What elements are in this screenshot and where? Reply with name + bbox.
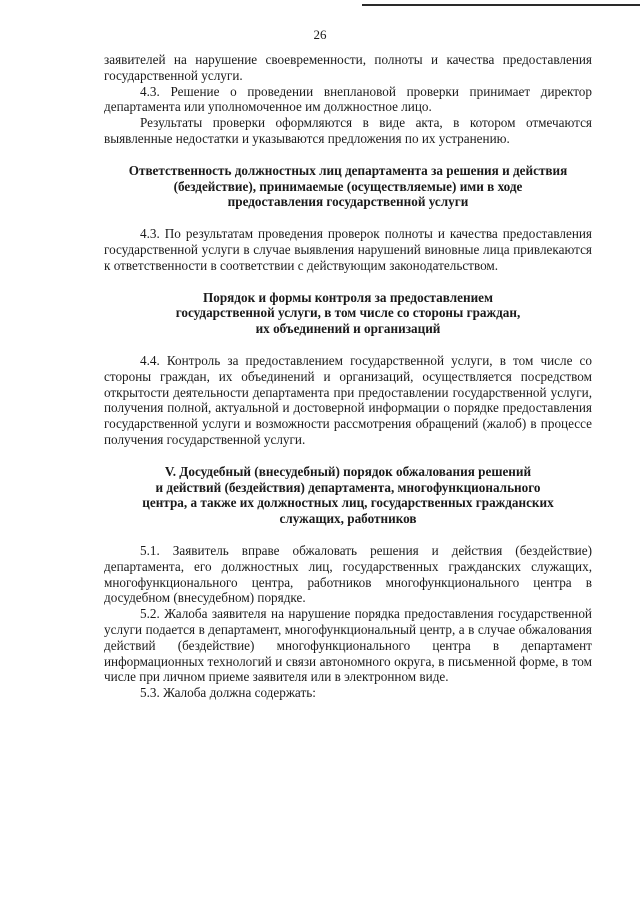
- document-body: [104, 52, 592, 701]
- paragraph: Результаты проверки оформляются в виде акта, в котором отмечаются выявленные недостатки и указываются предложения по их устранению.: [104, 115, 592, 146]
- paragraph: 5.3. Жалоба должна содержать:: [140, 685, 316, 701]
- section-heading: [104, 464, 592, 527]
- spacer: [104, 448, 592, 464]
- spacer: [104, 527, 592, 543]
- spacer: [104, 337, 592, 353]
- paragraph: 4.3. Решение о проведении внеплановой проверки принимает директор департамента или уполномоченное им должностное лицо.: [104, 83, 592, 115]
- section-heading-line: (бездействие), принимаемые (осуществляемые) ими в ходе: [173, 178, 523, 194]
- section-heading: [104, 290, 592, 337]
- spacer: [104, 210, 592, 226]
- section-heading-line: V. Досудебный (внесудебный) порядок обжалования решений: [164, 463, 532, 479]
- section-heading-line: и действий (бездействия) департамента, многофункционального: [155, 479, 541, 495]
- scan-edge-line: [362, 4, 640, 6]
- section-heading: [104, 163, 592, 210]
- paragraph: заявителей на нарушение своевременности, полноты и качества предоставления государственной услуги.: [104, 52, 592, 83]
- paragraph: 5.2. Жалоба заявителя на нарушение порядка предоставления государственной услуги подается в департамент, многофункциональный центр, а в случае обжалования действий (бездействие) многофункционального центра в департамент информационных технологий и связи автономного округа, в письменной форме, в том числе при личном приеме заявителя или в электронном виде.: [104, 606, 592, 685]
- section-heading-line: государственной услуги, в том числе со стороны граждан,: [175, 305, 521, 321]
- section-heading-line: Порядок и формы контроля за предоставлением: [202, 289, 494, 305]
- spacer: [104, 147, 592, 163]
- paragraph: 4.3. По результатам проведения проверок полноты и качества предоставления государственной услуги в случае выявления нарушений виновные лица привлекаются к ответственности в соответствии с действующим законодательством.: [104, 226, 592, 273]
- page-number: 26: [313, 27, 327, 42]
- section-heading-line: центра, а также их должностных лиц, государственных гражданских: [142, 495, 554, 511]
- paragraph: 4.4. Контроль за предоставлением государственной услуги, в том числе со стороны граждан, их объединений и организаций, осуществляется посредством открытости деятельности департамента при предоставлении государственной услуги, получения полной, актуальной и достоверной информации о порядке предоставления государственной услуги и возможности рассмотрения обращений (жалоб) в процессе получения государственной услуги.: [104, 352, 592, 447]
- section-heading-line: служащих, работников: [279, 511, 417, 527]
- section-heading-line: Ответственность должностных лиц департамента за решения и действия: [128, 162, 568, 178]
- paragraph: 5.1. Заявитель вправе обжаловать решения и действия (бездействие) департамента, его должностных лиц, государственных гражданских служащих, многофункционального центра, работников многофункционального центра в досудебном (внесудебном) порядке.: [104, 542, 592, 606]
- section-heading-line: предоставления государственной услуги: [227, 194, 469, 210]
- spacer: [104, 274, 592, 290]
- section-heading-line: их объединений и организаций: [255, 321, 441, 337]
